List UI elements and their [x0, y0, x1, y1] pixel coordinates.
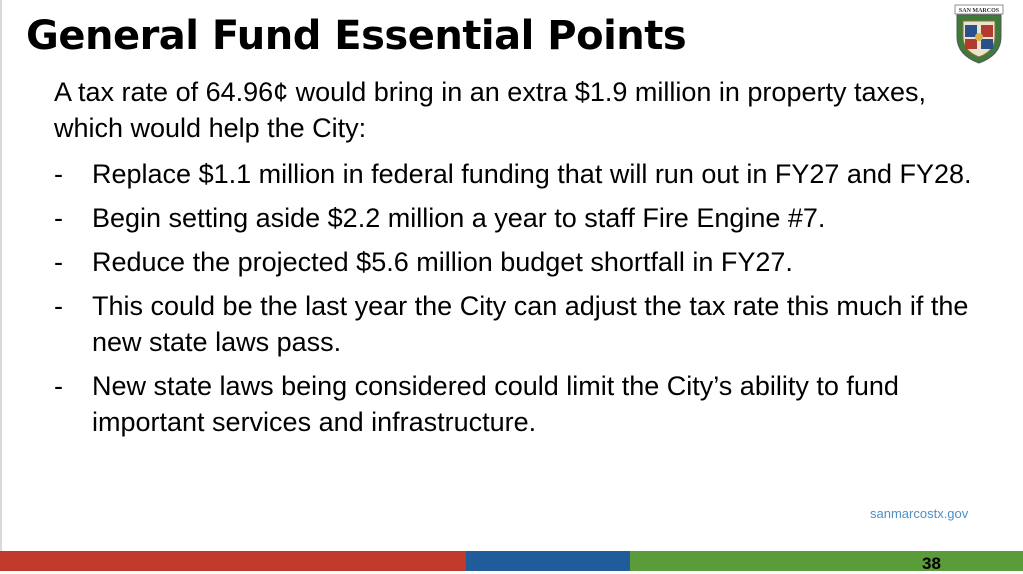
bullet-list	[54, 156, 994, 448]
bullet-item	[54, 200, 994, 236]
logo-text: SAN MARCOS	[958, 8, 1000, 14]
website-url: sanmarcostx.gov	[870, 506, 969, 521]
footer-bar-blue	[466, 551, 630, 571]
bullet-marker: -	[54, 203, 63, 233]
bullet-text: This could be the last year the City can adjust the tax rate this much if the new state laws pass.	[92, 291, 969, 357]
bullet-marker: -	[54, 159, 63, 189]
bullet-text: Begin setting aside $2.2 million a year to staff Fire Engine #7.	[92, 203, 826, 233]
slide-left-edge	[0, 0, 2, 571]
bullet-marker: -	[54, 371, 63, 401]
bullet-text: New state laws being considered could limit the City’s ability to fund important services and infrastructure.	[92, 371, 899, 437]
footer-bar-red	[0, 551, 466, 571]
bullet-text: Reduce the projected $5.6 million budget shortfall in FY27.	[92, 247, 793, 277]
intro-text: A tax rate of 64.96¢ would bring in an extra $1.9 million in property taxes, which would help the City:	[54, 77, 927, 143]
bullet-item	[54, 368, 994, 440]
footer-bar-green	[630, 551, 1023, 571]
city-seal-icon	[953, 3, 1005, 65]
bullet-text: Replace $1.1 million in federal funding that will run out in FY27 and FY28.	[92, 159, 972, 189]
bullet-marker: -	[54, 291, 63, 321]
bullet-marker: -	[54, 247, 63, 277]
bullet-item	[54, 288, 994, 360]
page-number: 38	[922, 554, 941, 573]
slide-title: General Fund Essential Points	[26, 13, 687, 59]
bullet-item	[54, 156, 994, 192]
bullet-item	[54, 244, 994, 280]
